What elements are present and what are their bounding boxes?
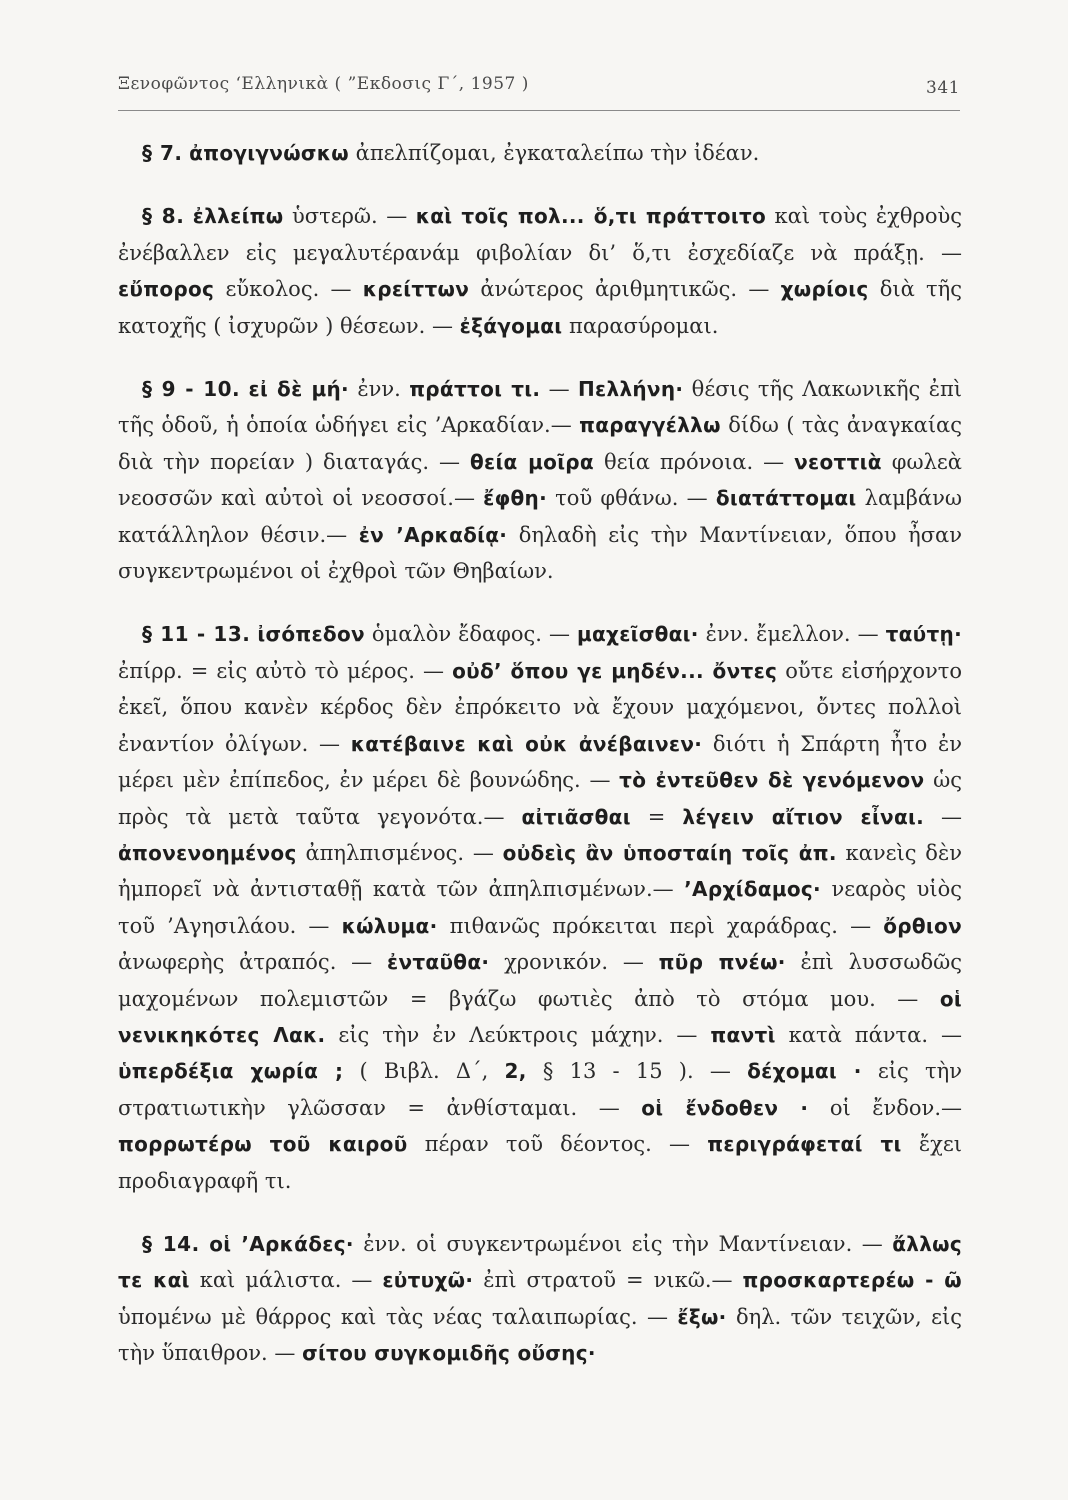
- gloss-text: ( Βιβλ. Δ΄,: [343, 1059, 505, 1084]
- section-number: § 8.: [142, 204, 185, 229]
- lemma-term: παραγγέλλω: [579, 413, 721, 438]
- gloss-text: ἔχει προδιαγραφῆ τι.: [118, 1132, 962, 1193]
- gloss-text: ἀπηλπισμένος. —: [296, 840, 503, 865]
- lemma-term: ἐνταῦθα·: [387, 950, 490, 975]
- lemma-term: νεοττιὰ: [794, 449, 882, 474]
- gloss-text: καὶ μάλιστα. —: [189, 1268, 383, 1293]
- gloss-text: κανεὶς δὲν ἠμπορεῖ νὰ ἀντισταθῇ κατὰ τῶν ἀπηλπισμένων.—: [118, 840, 962, 902]
- lemma-term: μαχεῖσθαι·: [576, 622, 699, 647]
- paragraph-section-8: [118, 198, 962, 344]
- gloss-text: νεαρὸς υἱὸς τοῦ ’Αγησιλάου. —: [118, 877, 962, 938]
- lemma-term: εὔπορος: [118, 277, 215, 302]
- paragraph-section-14: [118, 1226, 962, 1372]
- page-number: 341: [926, 78, 960, 98]
- gloss-text: πιθανῶς πρόκειται περὶ χαράδρας. —: [437, 913, 884, 938]
- lemma-term: λέγειν αἴτιον εἶναι.: [682, 804, 924, 829]
- lemma-term: εἰ δὲ μή·: [248, 377, 349, 402]
- running-head: [118, 70, 960, 100]
- paragraph-section-11-13: [118, 616, 962, 1199]
- lemma-term: ἄλλως τε καὶ: [118, 1231, 962, 1293]
- lemma-term: πορρωτέρω τοῦ καιροῦ: [118, 1132, 408, 1157]
- gloss-text: διότι ἡ Σπάρτη ἦτο ἐν μέρει μὲν ἐπίπεδος, ἐν μέρει δὲ βουνώδης. —: [118, 731, 962, 793]
- paragraph-section-7: [118, 135, 962, 171]
- section-number: § 7.: [142, 141, 183, 165]
- gloss-text: ἐπίρρ. = εἰς αὐτὸ τὸ μέρος. —: [118, 658, 453, 683]
- lemma-term: θεία μοῖρα: [469, 449, 594, 474]
- lemma-term: δέχομαι ·: [747, 1059, 862, 1084]
- lemma-term: ἀπονενοημένος: [118, 840, 297, 865]
- lemma-term: 2,: [504, 1059, 527, 1084]
- gloss-text: ἐνν.: [348, 377, 410, 402]
- lemma-term: ὄρθιον: [883, 913, 962, 938]
- lemma-term: πράττοι τι.: [409, 377, 541, 402]
- lemma-term: χωρίοις: [780, 277, 869, 302]
- lemma-term: ἔξω·: [677, 1304, 727, 1329]
- lemma-term: περιγράφεταί τι: [707, 1132, 902, 1157]
- section-number: § 14.: [142, 1231, 200, 1256]
- lemma-term: κατέβαινε καὶ οὐκ ἀνέβαινεν·: [350, 731, 703, 756]
- lemma-term: αἰτιᾶσθαι: [521, 804, 631, 829]
- lemma-term: ἐξάγομαι: [459, 313, 563, 338]
- gloss-text: δίδω ( τὰς ἀναγκαίας διὰ τὴν πορείαν ) διαταγάς. —: [118, 413, 962, 474]
- gloss-text: —: [540, 377, 579, 402]
- paragraph-section-9-10: [118, 371, 962, 589]
- lemma-term: οἱ νενικηκότες Λακ.: [118, 986, 962, 1047]
- gloss-text: κατὰ πάντα. —: [775, 1022, 962, 1047]
- gloss-text: ἀνώτερος ἀριθμητικῶς. —: [469, 277, 781, 302]
- gloss-text: εἰς τὴν στρατιωτικὴν γλῶσσαν = ἀνθίσταμαι. —: [118, 1059, 962, 1120]
- gloss-text: ὁμαλὸν ἔδαφος. —: [364, 622, 577, 647]
- gloss-text: ἐνν. ἔμελλον. —: [698, 622, 886, 647]
- lemma-term: ἔφθη·: [483, 486, 547, 511]
- gloss-text: —: [924, 804, 962, 829]
- gloss-text: § 13 - 15 ). —: [526, 1059, 748, 1084]
- lemma-term: ἀπογιγνώσκω: [189, 141, 349, 165]
- gloss-text: διὰ τῆς κατοχῆς ( ἰσχυρῶν ) θέσεων. —: [118, 277, 962, 338]
- gloss-text: θεία πρόνοια. —: [593, 449, 795, 474]
- lemma-term: εὐτυχῶ·: [382, 1268, 474, 1293]
- gloss-text: τοῦ φθάνω. —: [547, 486, 716, 511]
- gloss-text: ἐπὶ στρατοῦ = νικῶ.—: [473, 1268, 743, 1293]
- gloss-text: πέραν τοῦ δέοντος. —: [407, 1132, 708, 1157]
- gloss-text: ὑστερῶ. —: [283, 204, 416, 229]
- running-head-title: Ξενοφῶντος ‘Ελληνικὰ ( ”Εκδοσις Γ΄, 1957 ): [118, 74, 529, 94]
- gloss-text: =: [630, 804, 683, 829]
- lemma-term: ἐν ’Αρκαδίᾳ·: [358, 522, 508, 547]
- lemma-term: καὶ τοῖς πολ... ὅ,τι πράττοιτο: [415, 204, 767, 229]
- gloss-text: ἐνν. οἱ συγκεντρωμένοι εἰς τὴν Μαντίνειαν. —: [353, 1231, 893, 1256]
- gloss-text: λαμβάνω κατάλληλον θέσιν.—: [118, 486, 963, 547]
- lemma-term: κώλυμα·: [341, 913, 438, 938]
- lemma-term: οὐδ’ ὅπου γε μηδέν... ὄντες: [452, 658, 778, 683]
- section-number: § 9 - 10.: [142, 377, 241, 402]
- gloss-text: οἱ ἔνδον.—: [808, 1095, 962, 1120]
- gloss-text: ὑπομένω μὲ θάρρος καὶ τὰς νέας ταλαιπωρίας. —: [118, 1304, 678, 1329]
- gloss-text: εἰς τὴν ἐν Λεύκτροις μάχην. —: [325, 1022, 711, 1047]
- section-number: § 11 - 13.: [142, 622, 251, 647]
- lemma-term: προσκαρτερέω - ῶ: [742, 1268, 962, 1293]
- lemma-term: οὐδεὶς ἂν ὑποσταίη τοῖς ἀπ.: [502, 840, 837, 865]
- gloss-text: θέσις τῆς Λακωνικῆς ἐπὶ τῆς ὁδοῦ, ἡ ὁποία ὡδήγει εἰς ’Αρκαδίαν.—: [118, 377, 962, 438]
- lemma-term: ὑπερδέξια χωρία ;: [118, 1059, 344, 1084]
- gloss-text: φωλεὰ νεοσσῶν καὶ αὐτοὶ οἱ νεοσσοί.—: [118, 449, 962, 511]
- lemma-term: ἐλλείπω: [192, 204, 284, 229]
- lemma-term: τὸ ἐντεῦθεν δὲ γενόμενον: [619, 768, 925, 793]
- gloss-text: παρασύρομαι.: [562, 313, 719, 338]
- lemma-term: ταύτῃ·: [885, 622, 962, 647]
- gloss-text: εὔκολος. —: [214, 277, 363, 302]
- lemma-term: πῦρ πνέω·: [658, 950, 786, 975]
- gloss-text: ἀνωφερὴς ἀτραπός. —: [118, 950, 388, 975]
- gloss-text: χρονικόν. —: [489, 950, 659, 975]
- lemma-term: ’Αρχίδαμος·: [684, 877, 821, 902]
- lemma-term: Πελλήνη·: [578, 377, 684, 402]
- lemma-term: σίτου συγκομιδῆς οὔσης·: [302, 1341, 596, 1366]
- lemma-term: παντὶ: [710, 1022, 776, 1047]
- lemma-term: διατάττομαι: [715, 486, 857, 511]
- lemma-term: κρείττων: [362, 277, 470, 302]
- gloss-text: ἀπελπίζομαι, ἐγκαταλείπω τὴν ἰδέαν.: [349, 141, 760, 165]
- gloss-text: ἐπὶ λυσσωδῶς μαχομένων πολεμιστῶν = βγάζω φωτιὲς ἀπὸ τὸ στόμα μου. —: [118, 950, 963, 1011]
- gloss-text: ὡς πρὸς τὰ μετὰ ταῦτα γεγονότα.—: [118, 768, 962, 829]
- gloss-text: δηλαδὴ εἰς τὴν Μαντίνειαν, ὅπου ἦσαν συγκεντρωμένοι οἱ ἐχθροὶ τῶν Θηβαίων.: [118, 522, 962, 584]
- lemma-term: οἱ ἔνδοθεν ·: [641, 1095, 809, 1120]
- lemma-term: οἱ ’Αρκάδες·: [209, 1231, 354, 1256]
- lemma-term: ἰσόπεδον: [257, 622, 365, 647]
- commentary-body: [118, 135, 962, 1372]
- gloss-text: δηλ. τῶν τειχῶν, εἰς τὴν ὕπαιθρον. —: [118, 1304, 962, 1366]
- header-rule: [118, 110, 960, 111]
- gloss-text: οὔτε εἰσήρχοντο ἐκεῖ, ὅπου κανὲν κέρδος δὲν ἐπρόκειτο νὰ ἔχουν μαχόμενοι, ὄντες πολλοὶ ἐναντίον ὀλίγων. —: [118, 658, 962, 756]
- gloss-text: καὶ τοὺς ἐχθροὺς ἐνέβαλλεν εἰς μεγαλυτέρανάμ φιβολίαν δι’ ὅ,τι ἐσχεδίαζε νὰ πράξῃ. —: [118, 204, 962, 265]
